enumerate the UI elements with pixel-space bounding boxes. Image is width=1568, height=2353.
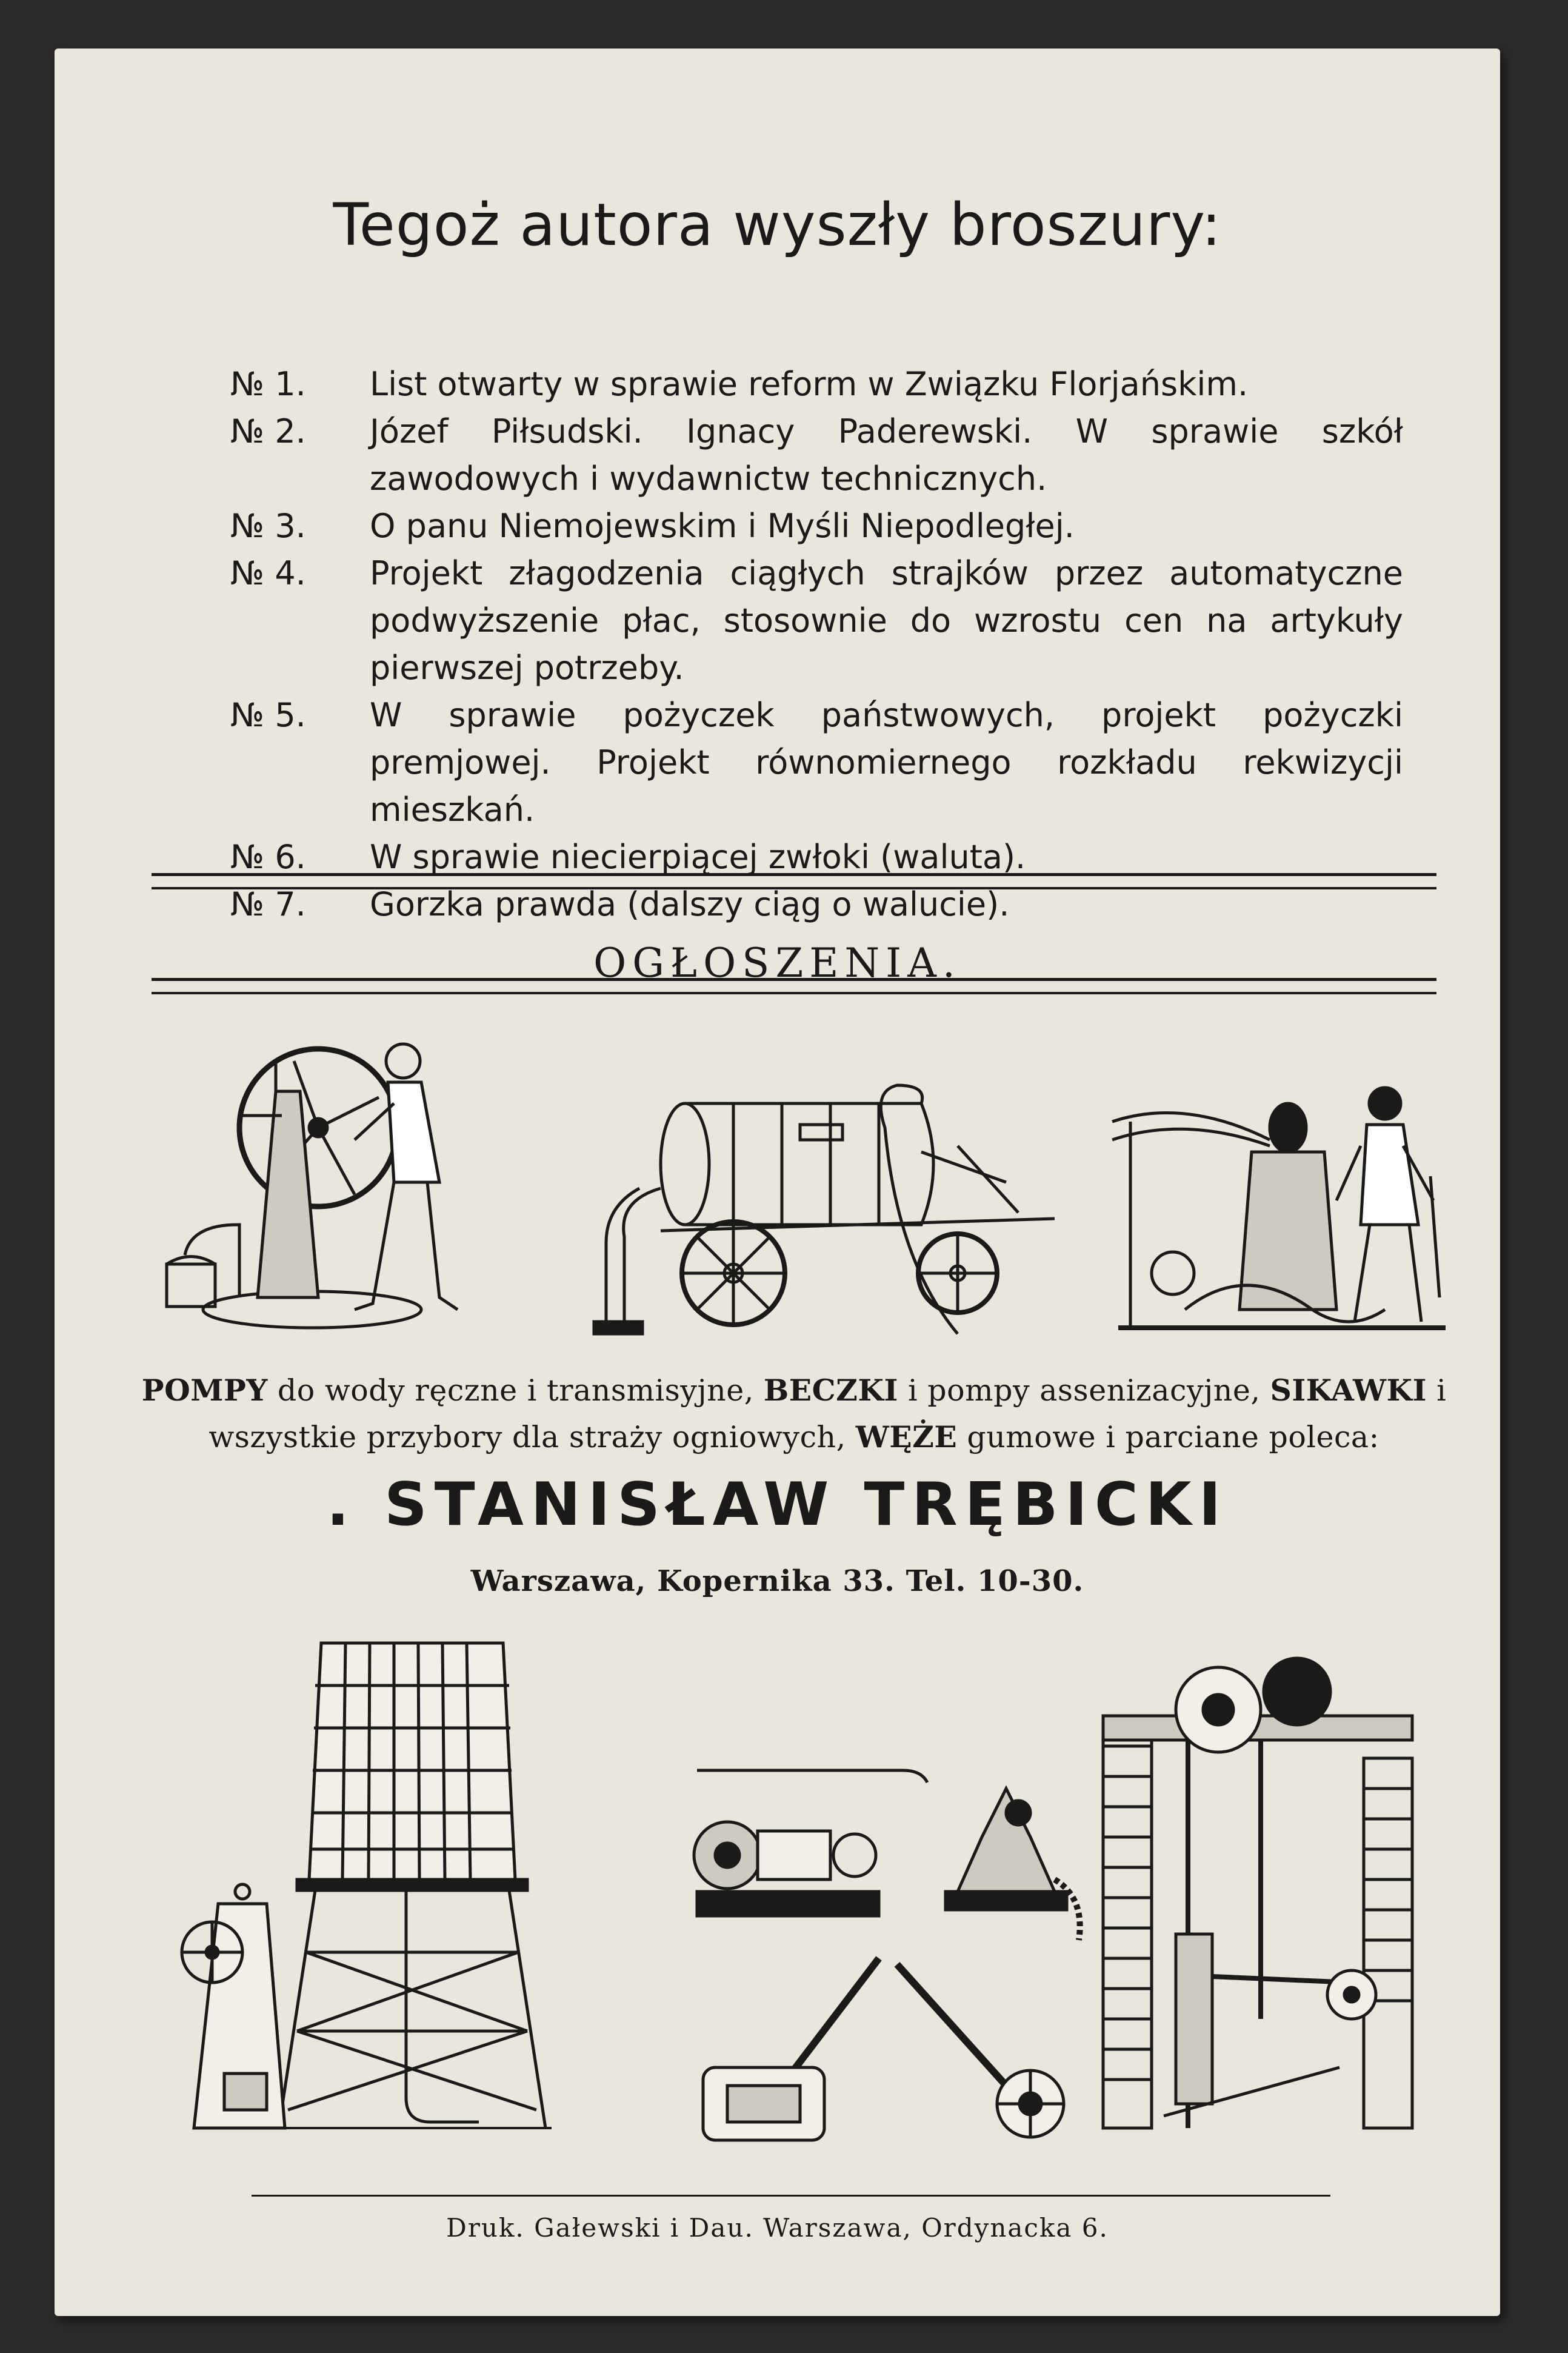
item-number: № 2. <box>230 412 306 450</box>
fire-engines-label: SIKAWKI <box>1270 1373 1427 1408</box>
barrels-label: BECZKI <box>763 1373 898 1408</box>
hand-pump-illustration <box>155 1025 530 1340</box>
item-text: O panu Niemojewskim i Myśli Niepodległej. <box>370 507 1075 545</box>
item-number: № 7. <box>230 885 306 923</box>
firm-address: Warszawa, Kopernika 33. Tel. 10-30. <box>470 1564 1084 1598</box>
ad-text-part: i wszystkie przybory dla straży ogniowych, <box>209 1373 1447 1454</box>
item-text: W sprawie niecierpiącej zwłoki (waluta). <box>370 838 1026 876</box>
item-number: № 3. <box>230 507 306 545</box>
ad-text-part: gumowe i parciane poleca: <box>957 1420 1380 1454</box>
item-text: Gorzka prawda (dalszy ciąg o walucie). <box>370 885 1010 923</box>
pump-house-illustration <box>1097 1655 1449 2134</box>
pumps-label: POMPY <box>141 1373 268 1408</box>
barrel-cart-illustration <box>582 1079 1079 1346</box>
advertisement-text <box>139 1367 1449 1461</box>
item-number: № 1. <box>230 365 306 403</box>
hoses-label: WĘŻE <box>855 1419 958 1454</box>
brochure-list <box>230 361 1403 928</box>
item-text: W sprawie pożyczek państwowych, projekt pożyczki premjowej. Projekt równomiernego rozkładu rekwizycji mieszkań. <box>370 696 1403 829</box>
item-text: List otwarty w sprawie reform w Związku Florjańskim. <box>370 365 1249 403</box>
item-text: Projekt złagodzenia ciągłych strajków przez automatyczne podwyższenie płac, stosownie do wzrostu cen na artykuły pierwszej potrzeby. <box>370 554 1403 687</box>
footer-rule <box>252 2195 1330 2197</box>
ads-section-title: OGŁOSZENIA. <box>593 940 961 986</box>
item-number: № 6. <box>230 838 306 876</box>
list-item <box>230 503 1403 550</box>
list-item <box>230 361 1403 408</box>
list-item <box>230 408 1403 503</box>
printer-imprint: Druk. Gałewski i Dau. Warszawa, Ordynacka 6. <box>446 2213 1109 2243</box>
page-heading: Tegoż autora wyszły broszury: <box>333 191 1222 259</box>
firm-name: . STANISŁAW TRĘBICKI <box>326 1470 1229 1539</box>
water-tower-illustration <box>176 1637 679 2134</box>
item-number: № 5. <box>230 696 306 734</box>
leaflet-page <box>55 49 1500 2316</box>
item-number: № 4. <box>230 554 306 592</box>
ad-text-part: i pompy assenizacyjne, <box>898 1373 1270 1408</box>
list-item <box>230 692 1403 834</box>
ad-text-part: do wody ręczne i transmisyjne, <box>267 1373 764 1408</box>
fire-pump-illustration <box>1094 1079 1470 1358</box>
list-item <box>230 550 1403 692</box>
item-text: Józef Piłsudski. Ignacy Paderewski. W sprawie szkół zawodowych i wydawnictw technicznych. <box>370 412 1403 498</box>
double-rule-top <box>152 873 1436 889</box>
double-rule-bottom <box>152 978 1436 994</box>
assorted-pumps-illustration <box>691 1758 1115 2146</box>
